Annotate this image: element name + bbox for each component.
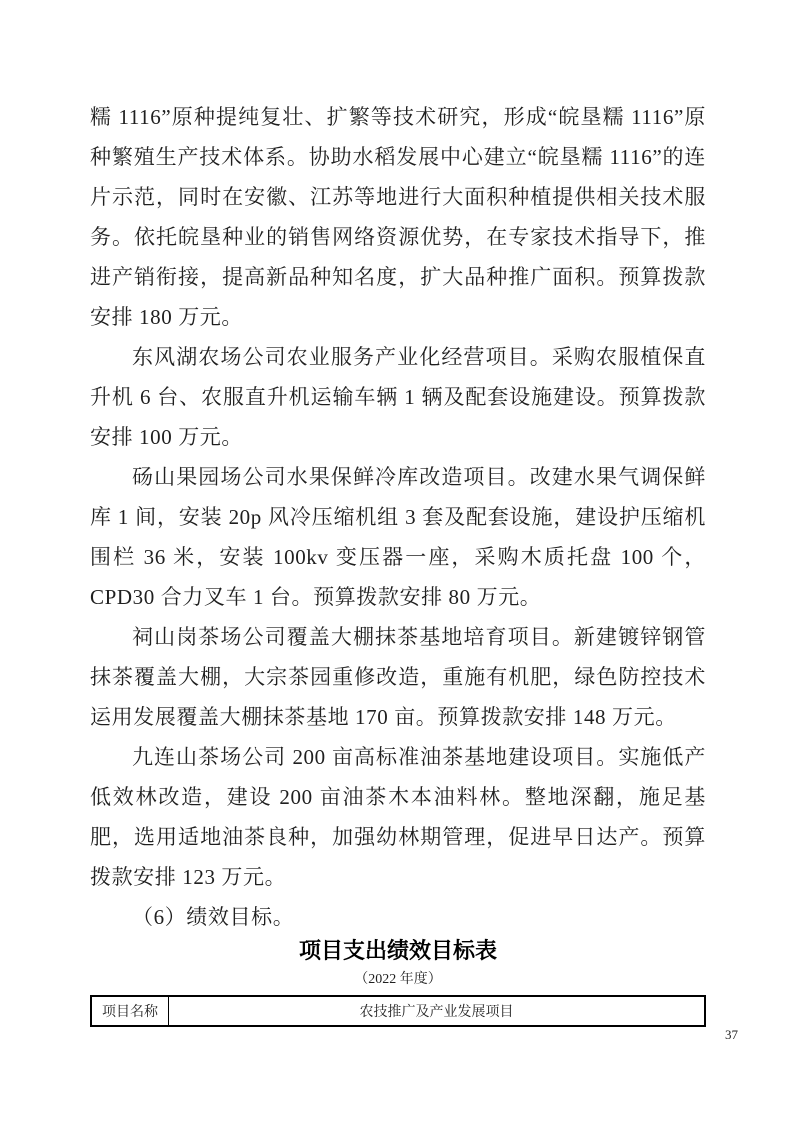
page-number: 37 [725, 1027, 738, 1042]
paragraph: 糯 1116”原种提纯复壮、扩繁等技术研究，形成“皖垦糯 1116”原种繁殖生产技术体系。协助水稻发展中心建立“皖垦糯 1116”的连片示范，同时在安徽、江苏等地进行大面积种植提供相关技术服务。依托皖垦种业的销售网络资源优势，在专家技术指导下，推进产销衔接，提高新品种知名度，扩大品种推广面积。预算拨款安排 180 万元。 [90, 105, 706, 329]
performance-table-subtitle: （2022 年度） [354, 972, 442, 987]
project-name-value: 农技推广及产业发展项目 [169, 996, 706, 1026]
performance-table-title: 项目支出绩效目标表 [298, 938, 497, 963]
paragraph: （6）绩效目标。 [132, 905, 295, 929]
paragraph: 祠山岗茶场公司覆盖大棚抹茶基地培育项目。新建镀锌钢管抹茶覆盖大棚，大宗茶园重修改造，重施有机肥，绿色防控技术运用发展覆盖大棚抹茶基地 170 亩。预算拨款安排 148 万元。 [90, 625, 706, 729]
paragraph: 砀山果园场公司水果保鲜冷库改造项目。改建水果气调保鲜库 1 间，安装 20p 风冷压缩机组 3 套及配套设施，建设护压缩机围栏 36 米，安装 100kv 变压器一座，采购木质托盘 100 个，CPD30 合力叉车 1 台。预算拨款安排 80 万元。 [90, 465, 706, 609]
document-body [90, 97, 706, 937]
paragraph: 东风湖农场公司农业服务产业化经营项目。采购农服植保直升机 6 台、农服直升机运输车辆 1 辆及配套设施建设。预算拨款安排 100 万元。 [90, 345, 706, 449]
project-name-label: 项目名称 [91, 996, 169, 1026]
table-row [91, 996, 705, 1026]
performance-target-table [90, 995, 706, 1027]
paragraph: 九连山茶场公司 200 亩高标准油茶基地建设项目。实施低产低效林改造，建设 200 亩油茶木本油料林。整地深翻，施足基肥，选用适地油茶良种，加强幼林期管理，促进早日达产。预算拨款安排 123 万元。 [90, 745, 706, 889]
